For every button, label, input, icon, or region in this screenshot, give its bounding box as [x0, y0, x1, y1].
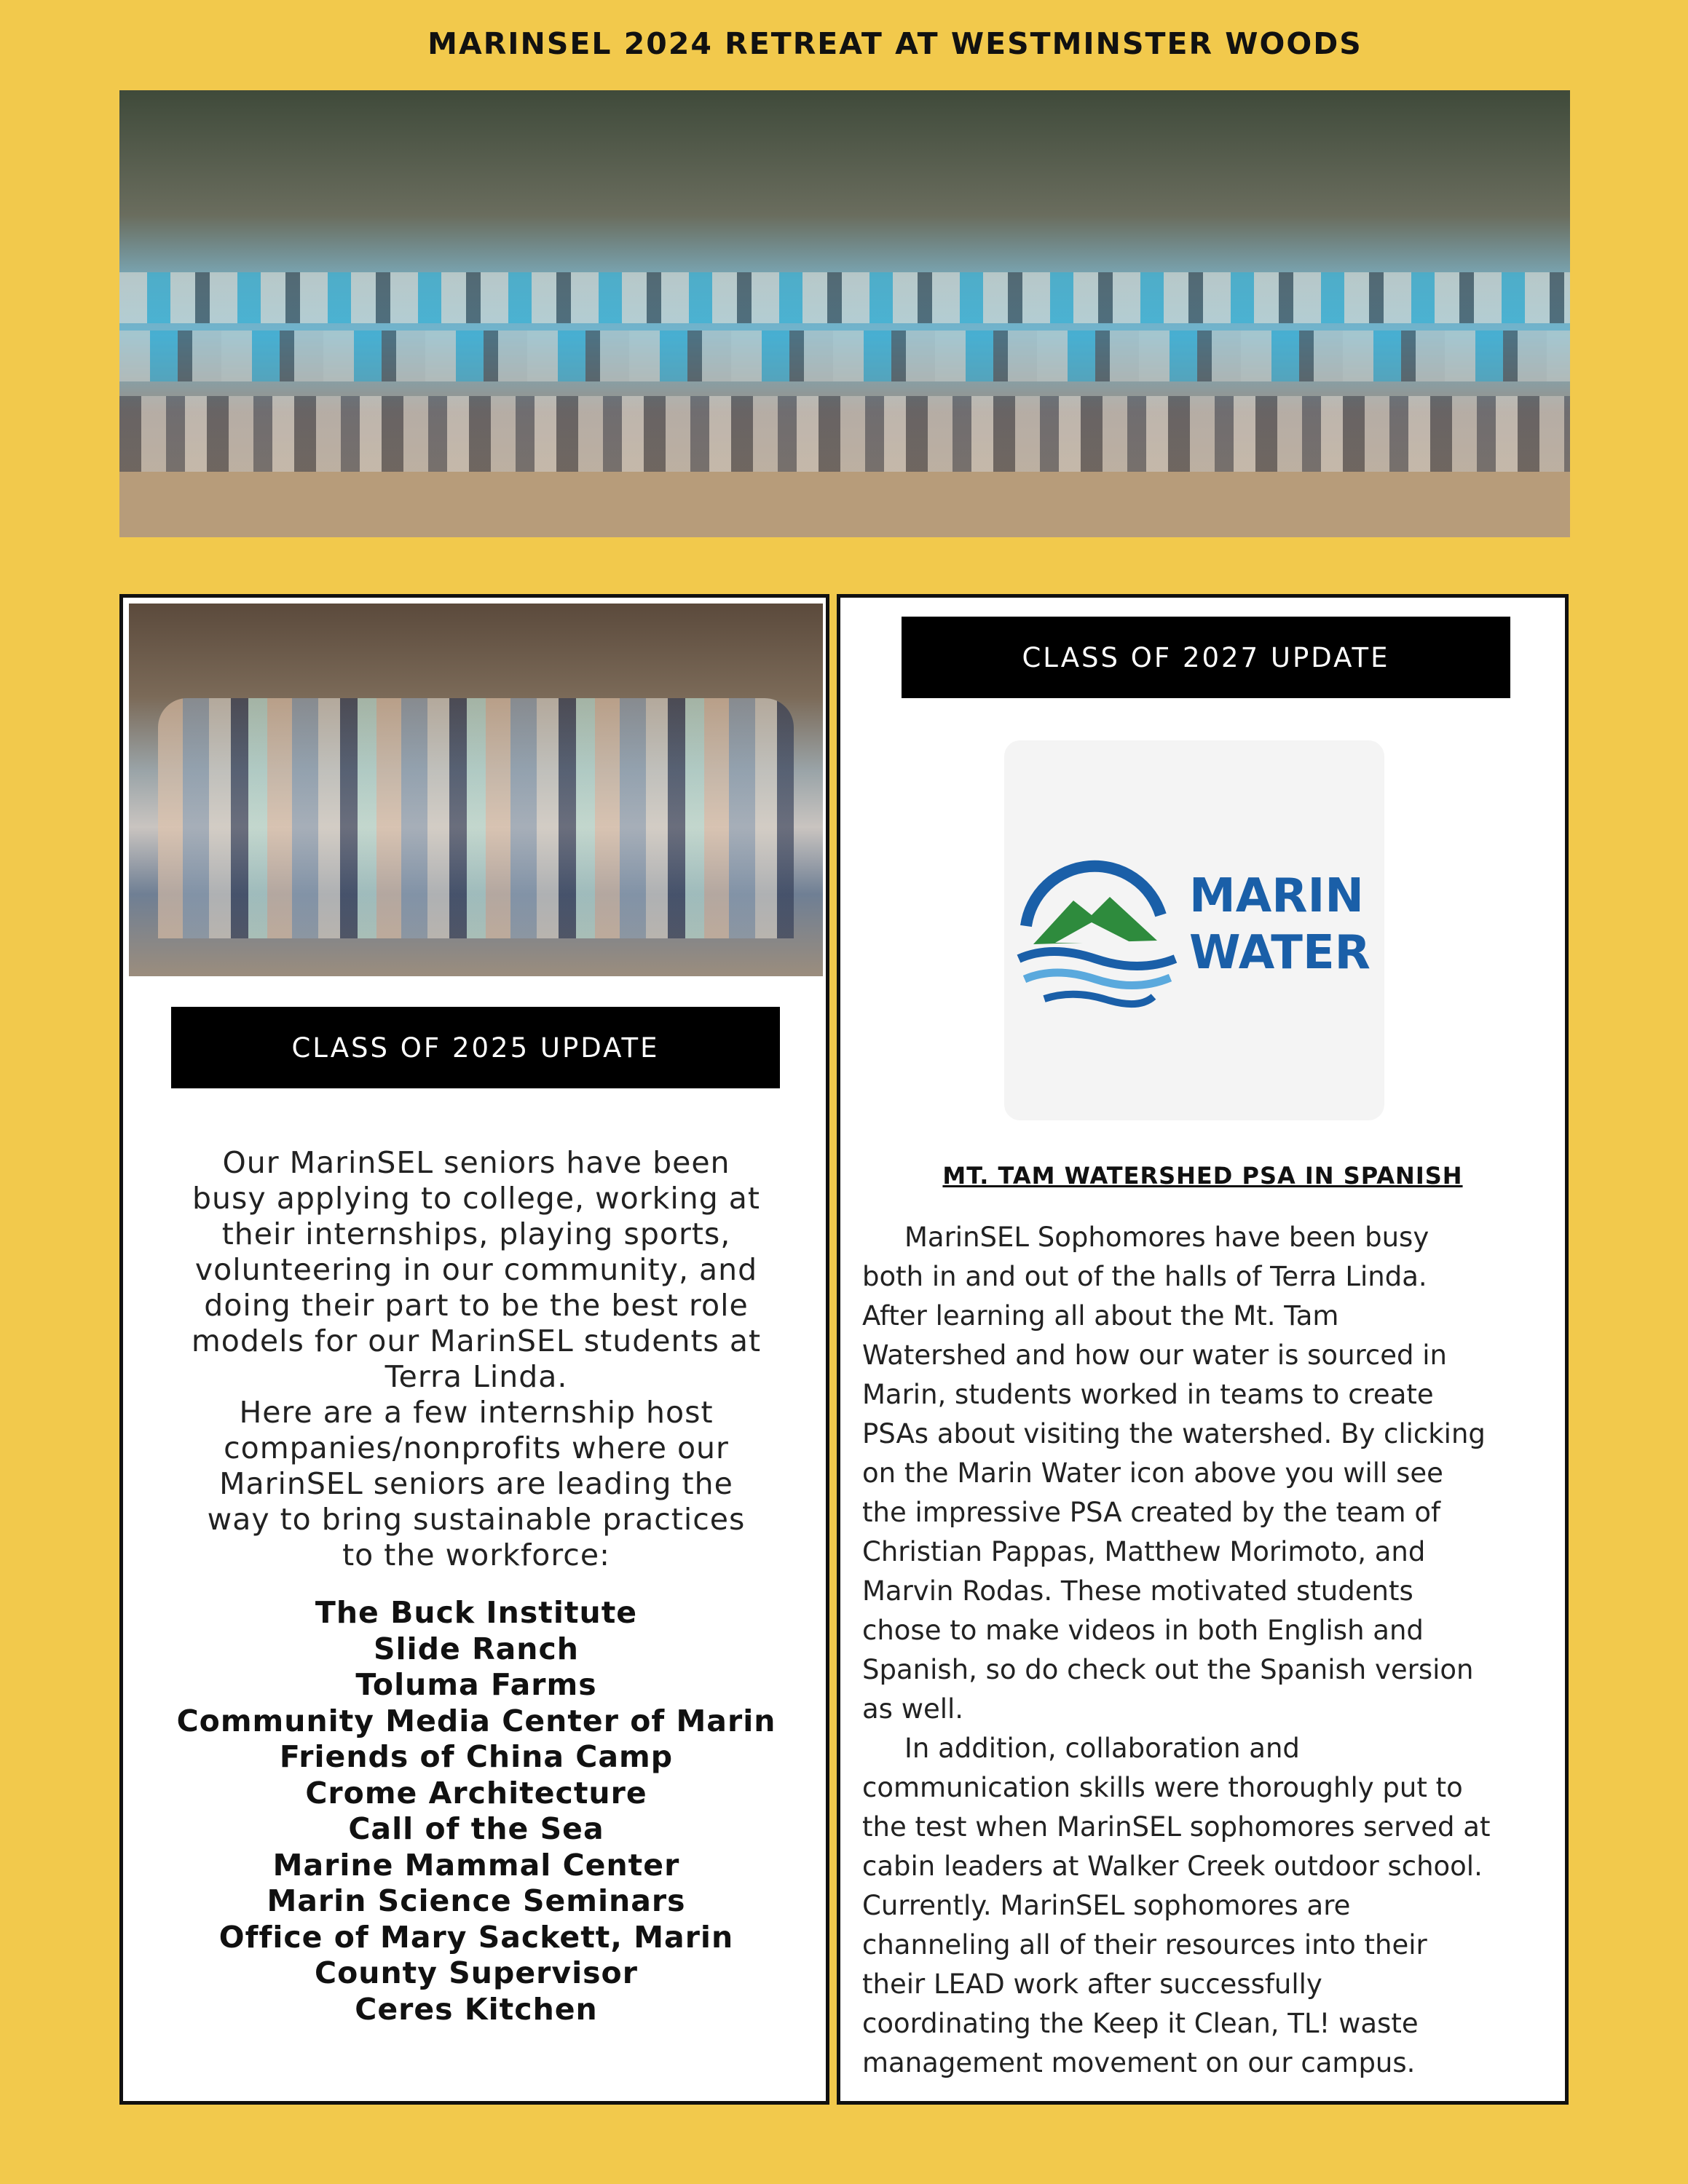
- body-line: management movement on our campus.: [862, 2047, 1416, 2078]
- body-line: Marvin Rodas. These motivated students: [862, 1575, 1413, 1607]
- intro-line: models for our MarinSEL students at: [191, 1324, 762, 1358]
- body-line: channeling all of their resources into their: [862, 1929, 1427, 1961]
- intro-line: volunteering in our community, and: [194, 1252, 758, 1287]
- list-item: Community Media Center of Marin: [176, 1703, 776, 1738]
- internship-host-list: [138, 1595, 815, 2027]
- body-line: communication skills were thoroughly put to: [862, 1772, 1463, 1803]
- marin-water-emblem-icon: [1004, 857, 1186, 1017]
- intro-line: busy applying to college, working at: [192, 1181, 760, 1216]
- retreat-group-photo: [119, 90, 1570, 537]
- list-item: Slide Ranch: [374, 1631, 579, 1666]
- body-line: on the Marin Water icon above you will see: [862, 1457, 1443, 1489]
- class-2025-panel: [119, 594, 829, 2105]
- intro-line: way to bring sustainable practices: [207, 1502, 746, 1537]
- body-line: as well.: [862, 1693, 964, 1725]
- intro-line: Here are a few internship host: [239, 1395, 714, 1430]
- body-line: their LEAD work after successfully: [862, 1969, 1322, 2000]
- psa-subheading: MT. TAM WATERSHED PSA IN SPANISH: [942, 1162, 1463, 1190]
- body-line: the test when MarinSEL sophomores served at: [862, 1811, 1491, 1843]
- list-item: Marin Science Seminars: [267, 1883, 686, 1918]
- class-2025-intro: [152, 1145, 800, 1573]
- body-line: coordinating the Keep it Clean, TL! waste: [862, 2008, 1419, 2039]
- list-item: Crome Architecture: [305, 1775, 647, 1811]
- body-line: Currently. MarinSEL sophomores are: [862, 1890, 1351, 1921]
- intro-line: Our MarinSEL seniors have been: [222, 1145, 730, 1180]
- list-item: Ceres Kitchen: [355, 1991, 598, 2027]
- page-title: MARINSEL 2024 RETREAT AT WESTMINSTER WOODS: [427, 26, 1362, 61]
- body-line: In addition, collaboration and: [904, 1733, 1300, 1764]
- intro-line: MarinSEL seniors are leading the: [219, 1466, 733, 1501]
- seniors-group-photo: [129, 604, 823, 976]
- body-line: Watershed and how our water is sourced in: [862, 1340, 1447, 1371]
- marin-water-wordmark: [1189, 868, 1400, 981]
- body-line: After learning all about the Mt. Tam: [862, 1300, 1339, 1332]
- list-item: The Buck Institute: [315, 1595, 638, 1630]
- logo-line-1: MARIN: [1189, 869, 1364, 923]
- marin-water-logo-link[interactable]: [1004, 740, 1384, 1120]
- list-item: Friends of China Camp: [279, 1739, 674, 1774]
- intro-line: companies/nonprofits where our: [224, 1431, 729, 1465]
- class-2027-header: CLASS OF 2027 UPDATE: [902, 617, 1510, 698]
- intro-line: to the workforce:: [342, 1538, 610, 1572]
- list-item: County Supervisor: [315, 1955, 638, 1990]
- body-line: both in and out of the halls of Terra Linda.: [862, 1261, 1427, 1292]
- body-line: PSAs about visiting the watershed. By clicking: [862, 1418, 1486, 1449]
- body-line: Spanish, so do check out the Spanish version: [862, 1654, 1474, 1685]
- list-item: Call of the Sea: [348, 1811, 604, 1846]
- intro-line: their internships, playing sports,: [221, 1216, 731, 1251]
- body-line: Christian Pappas, Matthew Morimoto, and: [862, 1536, 1426, 1567]
- list-item: Office of Mary Sackett, Marin: [218, 1919, 734, 1955]
- class-2027-body: [862, 1218, 1558, 2083]
- list-item: Marine Mammal Center: [272, 1847, 680, 1883]
- intro-line: doing their part to be the best role: [204, 1288, 749, 1323]
- logo-line-2: WATER: [1189, 926, 1370, 980]
- body-line: cabin leaders at Walker Creek outdoor school.: [862, 1851, 1483, 1882]
- body-line: chose to make videos in both English and: [862, 1615, 1424, 1646]
- class-2025-header: CLASS OF 2025 UPDATE: [171, 1007, 780, 1088]
- body-line: MarinSEL Sophomores have been busy: [904, 1222, 1429, 1253]
- body-line: the impressive PSA created by the team of: [862, 1497, 1441, 1528]
- body-line: Marin, students worked in teams to create: [862, 1379, 1434, 1410]
- intro-line: Terra Linda.: [384, 1359, 568, 1394]
- list-item: Toluma Farms: [355, 1667, 597, 1702]
- class-2027-panel: [837, 594, 1569, 2105]
